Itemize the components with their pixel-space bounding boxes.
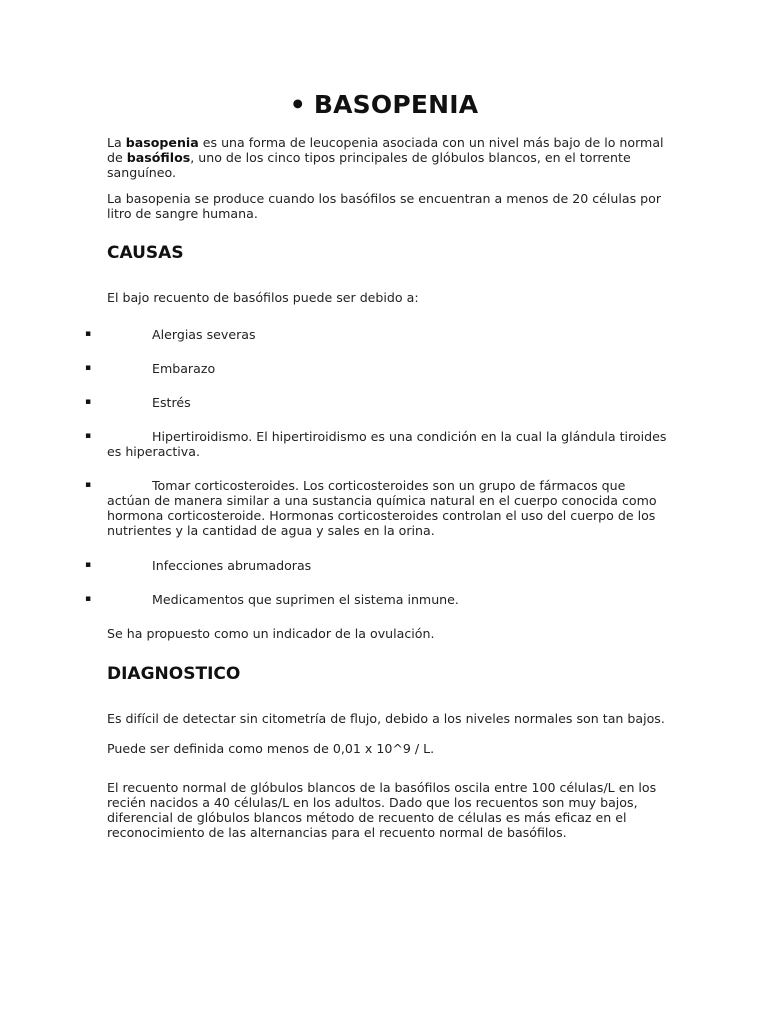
intro-paragraph-2: La basopenia se produce cuando los basófilos se encuentran a menos de 20 células por litro de sangre humana. xyxy=(107,191,662,221)
diagnostico-paragraph-1-line-2: Puede ser definida como menos de 0,01 x 10^9 / L. xyxy=(107,741,435,756)
causas-heading: CAUSAS xyxy=(107,243,184,263)
list-item: Infecciones abrumadoras xyxy=(152,558,312,573)
causas-closing: Se ha propuesto como un indicador de la ovulación. xyxy=(107,626,435,641)
list-item: Estrés xyxy=(152,395,191,410)
intro-text-mid: es una forma de leucopenia asociada con un nivel más bajo de lo normal de xyxy=(107,135,664,165)
title-bullet: • xyxy=(289,90,306,119)
list-bullet: ▪ xyxy=(85,431,92,441)
intro-term-basofilos: basófilos xyxy=(126,150,191,165)
list-item: Medicamentos que suprimen el sistema inmune. xyxy=(152,592,459,607)
causas-lead: El bajo recuento de basófilos puede ser debido a: xyxy=(107,290,419,305)
list-bullet: ▪ xyxy=(85,560,92,570)
list-item: Embarazo xyxy=(152,361,216,376)
intro-text-suffix: , uno de los cinco tipos principales de glóbulos blancos, en el torrente sanguíneo. xyxy=(107,150,631,180)
diagnostico-heading: DIAGNOSTICO xyxy=(107,664,241,684)
list-bullet: ▪ xyxy=(85,397,92,407)
title-text: BASOPENIA xyxy=(313,90,479,119)
list-bullet: ▪ xyxy=(85,480,92,490)
list-bullet: ▪ xyxy=(85,363,92,373)
list-item: Tomar corticosteroides. Los corticosteroides son un grupo de fármacos que actúan de manera similar a una sustancia química natural en el cuerpo conocida como hormona corticosteroide. Hormonas corticosteroides controlan el uso del cuerpo de los nutrientes y la cantidad de agua y sales en la orina. xyxy=(107,478,657,538)
page-title xyxy=(0,90,768,119)
list-bullet: ▪ xyxy=(85,594,92,604)
intro-paragraph-1 xyxy=(107,135,667,180)
intro-text-prefix: La xyxy=(107,135,126,150)
intro-term-basopenia: basopenia xyxy=(125,135,199,150)
diagnostico-paragraph-2: El recuento normal de glóbulos blancos de la basófilos oscila entre 100 células/L en los recién nacidos a 40 células/L en los adultos. Dado que los recuentos son muy bajos, diferencial de glóbulos blancos método de recuento de células es más eficaz en el reconocimiento de las alternancias para el recuento normal de basófilos. xyxy=(107,780,657,840)
diagnostico-paragraph-1-line-1: Es difícil de detectar sin citometría de flujo, debido a los niveles normales son tan bajos. xyxy=(107,711,665,726)
list-item: Hipertiroidismo. El hipertiroidismo es una condición en la cual la glándula tiroides es hiperactiva. xyxy=(107,429,667,459)
list-item: Alergias severas xyxy=(152,327,256,342)
list-bullet: ▪ xyxy=(85,329,92,339)
